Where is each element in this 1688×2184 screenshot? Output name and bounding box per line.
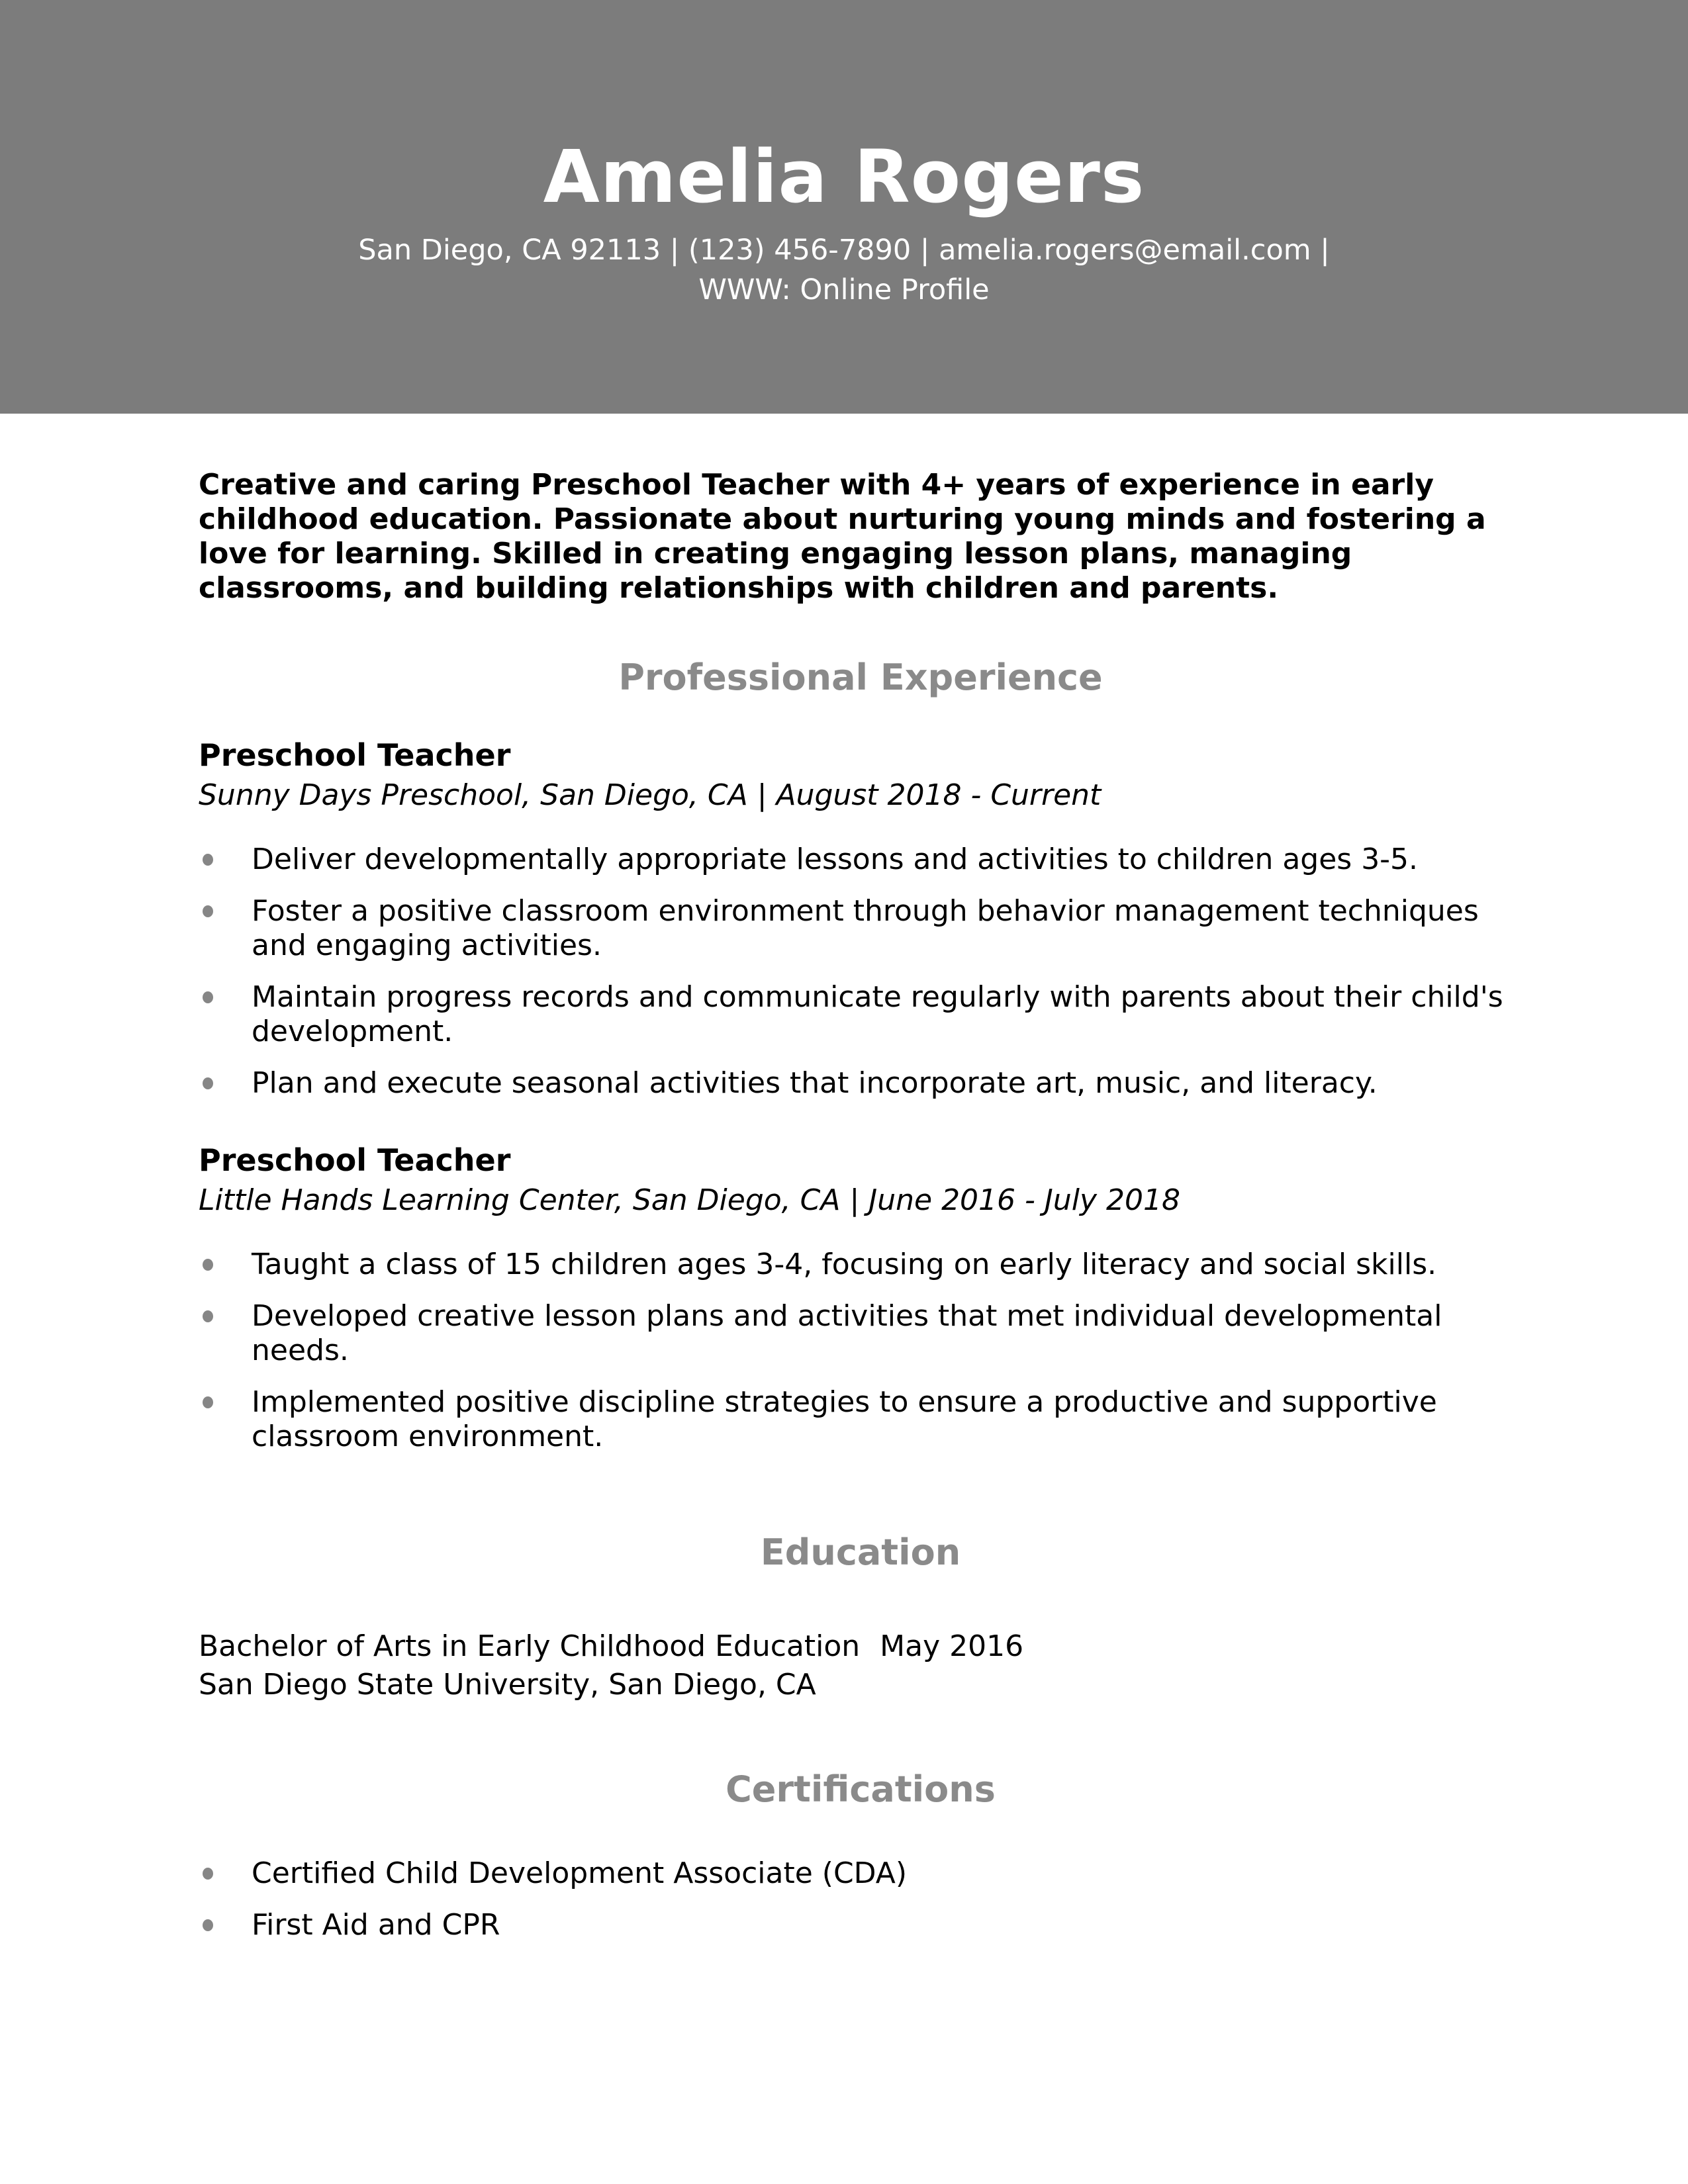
- circle-bullet-icon: [203, 1868, 213, 1880]
- resume-body: [0, 468, 1688, 1942]
- section-heading-certifications: Certifications: [726, 1768, 996, 1811]
- professional-summary: Creative and caring Preschool Teacher with 4+ years of experience in early childhood education. Passionate about nurturing young minds and fostering a love for learning. Skilled in creating engaging lesson plans, managing classrooms, and building relationships with children and parents.: [199, 468, 1486, 605]
- job-company-location-dates: Little Hands Learning Center, San Diego, CA | June 2016 - July 2018: [199, 1183, 1180, 1218]
- job-bullet-item: [199, 1066, 1523, 1101]
- job-bullet-list: [199, 1248, 1523, 1454]
- job-bullet-item: [199, 1299, 1523, 1368]
- job-bullet-list: [199, 842, 1523, 1101]
- job-title: Preschool Teacher: [199, 1142, 511, 1179]
- contact-line-1: San Diego, CA 92113 | (123) 456-7890 | amelia.rogers@email.com |: [358, 234, 1330, 267]
- circle-bullet-icon: [203, 1919, 213, 1931]
- job-bullet-text: Taught a class of 15 children ages 3-4, focusing on early literacy and social skills.: [252, 1248, 1437, 1282]
- contact-block: [0, 230, 1688, 310]
- circle-bullet-icon: [203, 854, 213, 866]
- job-bullet-text: Developed creative lesson plans and activities that met individual developmental needs.: [252, 1299, 1442, 1368]
- circle-bullet-icon: [203, 905, 213, 917]
- education-school: San Diego State University, San Diego, CA: [199, 1668, 816, 1702]
- job-bullet-item: [199, 980, 1523, 1049]
- certifications-list: [199, 1856, 1523, 1942]
- job-entry: [199, 737, 1523, 1101]
- education-entry: [199, 1627, 1523, 1704]
- contact-line-2: WWW: Online Profile: [698, 273, 990, 306]
- certification-item: [199, 1856, 1523, 1891]
- certification-text: Certified Child Development Associate (CDA): [252, 1856, 908, 1891]
- education-date: May 2016: [880, 1629, 1024, 1664]
- certification-text: First Aid and CPR: [252, 1908, 500, 1942]
- section-heading-experience: Professional Experience: [618, 657, 1103, 698]
- job-bullet-text: Maintain progress records and communicate regularly with parents about their child's development.: [252, 980, 1503, 1049]
- job-bullet-item: [199, 894, 1523, 963]
- job-entry: [199, 1142, 1523, 1454]
- resume-header: [0, 0, 1688, 414]
- job-bullet-item: [199, 842, 1523, 877]
- certification-item: [199, 1908, 1523, 1942]
- job-company-location-dates: Sunny Days Preschool, San Diego, CA | August 2018 - Current: [199, 778, 1102, 813]
- job-bullet-text: Plan and execute seasonal activities that incorporate art, music, and literacy.: [252, 1066, 1378, 1101]
- job-bullet-text: Deliver developmentally appropriate lessons and activities to children ages 3-5.: [252, 842, 1419, 877]
- job-bullet-text: Implemented positive discipline strategies to ensure a productive and supportive classroom environment.: [252, 1385, 1437, 1454]
- job-title: Preschool Teacher: [199, 737, 511, 774]
- circle-bullet-icon: [203, 1310, 213, 1322]
- education-degree-row: [199, 1627, 1523, 1666]
- job-bullet-item: [199, 1248, 1523, 1282]
- job-bullet-text: Foster a positive classroom environment through behavior management techniques and engaging activities.: [252, 894, 1479, 963]
- section-heading-education: Education: [760, 1531, 961, 1574]
- education-degree: Bachelor of Arts in Early Childhood Education: [199, 1629, 861, 1664]
- circle-bullet-icon: [203, 991, 213, 1003]
- person-name: Amelia Rogers: [543, 134, 1145, 219]
- job-bullet-item: [199, 1385, 1523, 1454]
- circle-bullet-icon: [203, 1396, 213, 1408]
- circle-bullet-icon: [203, 1077, 213, 1089]
- circle-bullet-icon: [203, 1259, 213, 1271]
